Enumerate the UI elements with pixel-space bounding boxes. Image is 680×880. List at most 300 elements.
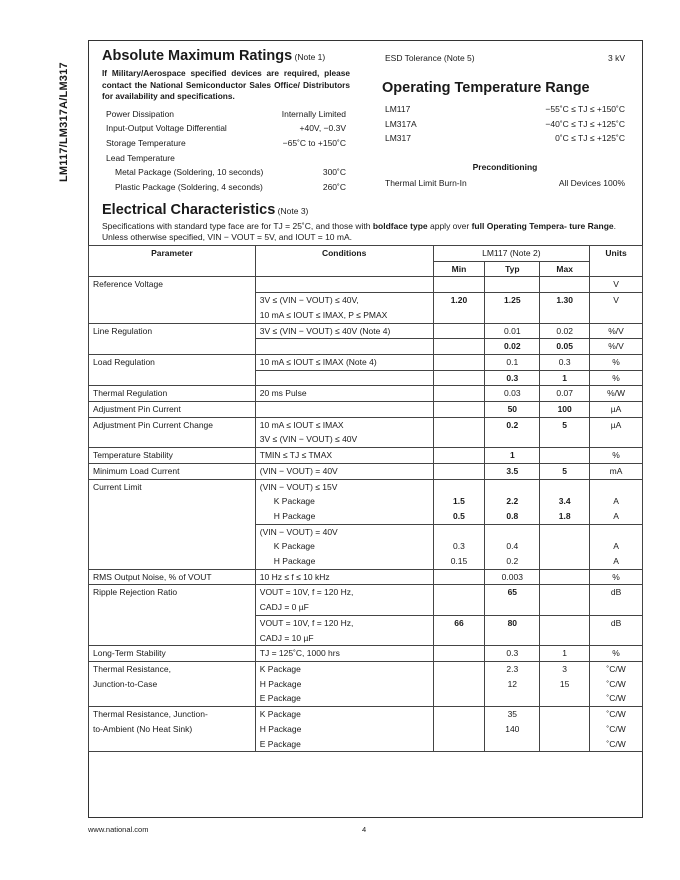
cell-typ-text: 3.5: [506, 465, 519, 476]
cell-typ: [485, 539, 540, 554]
table-row: [89, 707, 643, 722]
cell-min: [433, 524, 485, 539]
table-row: [89, 370, 643, 386]
cell-typ: [485, 417, 540, 432]
cell-conditions-text: 3V ≤ (VIN − VOUT) ≤ 40V (Note 4): [259, 325, 391, 336]
cell-conditions: [255, 432, 433, 447]
elec-heading: [102, 202, 308, 218]
elec-description: Specifications with standard type face are for TJ = 25˚C, and those with boldface type apply over full Operating Tempera- ture Range. Unless otherwise specified, VIN − VOUT = 5V, and IOUT = 10 mA.: [102, 221, 616, 242]
cell-max: [540, 308, 590, 323]
cell-parameter: [89, 524, 256, 539]
cell-typ: [485, 479, 540, 494]
cell-parameter: [89, 722, 256, 737]
filler-cell: [590, 782, 643, 797]
cell-conditions-text: 10 mA ≤ IOUT ≤ IMAX (Note 4): [259, 356, 377, 367]
footer-site: www.national.com: [88, 825, 149, 834]
cell-parameter: [89, 323, 256, 339]
table-row: [89, 339, 643, 355]
cell-conditions-text: K Package: [259, 709, 301, 720]
cell-parameter: [89, 463, 256, 479]
cell-parameter-text: Thermal Resistance, Junction-: [93, 709, 208, 720]
cell-units: [590, 554, 643, 569]
cell-typ-text: 0.8: [506, 510, 519, 521]
cell-units-text: %: [612, 372, 620, 383]
table-row: [89, 600, 643, 615]
cell-max: [540, 600, 590, 615]
cell-conditions: [255, 707, 433, 722]
filler-cell: [89, 782, 256, 797]
cell-conditions: [255, 463, 433, 479]
cell-units-text: V: [613, 279, 619, 290]
cell-typ: [485, 707, 540, 722]
op-temp-label: LM317A: [385, 119, 417, 129]
filler-cell: [485, 767, 540, 782]
cell-typ: [485, 631, 540, 646]
cell-units: [590, 677, 643, 692]
cell-conditions: [255, 600, 433, 615]
cell-min: [433, 339, 485, 355]
table-row: [89, 722, 643, 737]
op-temp-row: [385, 104, 625, 114]
table-filler-row: [89, 811, 643, 826]
filler-cell: [590, 767, 643, 782]
table-row: [89, 524, 643, 539]
cell-units: [590, 448, 643, 464]
cell-typ-text: 0.2: [506, 556, 519, 567]
cell-parameter: [89, 707, 256, 722]
abs-row: [115, 182, 346, 192]
cell-min: [433, 402, 485, 418]
cell-units-text: ˚C/W: [606, 723, 626, 734]
cell-conditions-text: (VIN − VOUT) = 40V: [259, 465, 338, 476]
cell-parameter: [89, 661, 256, 676]
cell-typ-text: 0.4: [506, 541, 519, 552]
cell-conditions: [255, 524, 433, 539]
cell-max-text: 0.3: [558, 356, 571, 367]
cell-typ-text: 0.02: [504, 341, 521, 352]
cell-max-text: 1: [562, 648, 568, 659]
cell-units: [590, 691, 643, 706]
esd-value: 3 kV: [607, 53, 625, 63]
table-row: [89, 277, 643, 293]
cell-conditions: [255, 631, 433, 646]
cell-conditions-text: K Package: [273, 541, 315, 552]
table-row: [89, 463, 643, 479]
cell-parameter-text: Reference Voltage: [93, 279, 163, 290]
cell-units: [590, 707, 643, 722]
abs-row-value: 260˚C: [322, 182, 346, 192]
cell-max-text: 1.30: [556, 295, 573, 306]
cell-parameter-text: Temperature Stability: [93, 450, 173, 461]
cell-units-text: dB: [610, 587, 622, 598]
op-temp-label: LM317: [385, 133, 411, 143]
cell-units: [590, 463, 643, 479]
cell-max: [540, 539, 590, 554]
cell-parameter-text: Line Regulation: [93, 325, 153, 336]
abs-row: [115, 167, 346, 177]
cell-max-text: 1.8: [558, 510, 571, 521]
cell-typ-text: 1.25: [504, 295, 521, 306]
cell-min: [433, 661, 485, 676]
cell-units: [590, 615, 643, 630]
abs-row-value: +40V, −0.3V: [299, 123, 346, 133]
filler-cell: [485, 752, 540, 767]
abs-max-notice: If Military/Aerospace specified devices are required, please contact the National Semiconductor Sales Office/ Distributors for availability and specifications.: [102, 68, 350, 101]
cell-typ: [485, 402, 540, 418]
cell-parameter-text: Adjustment Pin Current Change: [93, 419, 214, 430]
elec-note: (Note 3): [277, 206, 309, 216]
cell-units-text: ˚C/W: [606, 663, 626, 674]
cell-max-text: 0.02: [556, 325, 573, 336]
cell-min: [433, 646, 485, 662]
op-temp-row: [385, 119, 625, 129]
cell-typ: [485, 524, 540, 539]
abs-row-value: Internally Limited: [281, 109, 346, 119]
cell-units: [590, 524, 643, 539]
cell-conditions: [255, 277, 433, 293]
cell-typ: [485, 339, 540, 355]
table-row: [89, 308, 643, 323]
table-row: [89, 354, 643, 370]
header-typ: Typ: [485, 261, 540, 277]
cell-units: [590, 631, 643, 646]
filler-cell: [89, 767, 256, 782]
cell-min: [433, 494, 485, 509]
cell-max: [540, 509, 590, 524]
cell-parameter: [89, 402, 256, 418]
precond-title: Preconditioning: [472, 162, 538, 172]
op-temp-value: −40˚C ≤ TJ ≤ +125˚C: [545, 119, 625, 129]
filler-cell: [540, 782, 590, 797]
cell-units: [590, 402, 643, 418]
table-row: [89, 691, 643, 706]
cell-min-text: 1.5: [453, 496, 465, 507]
cell-parameter: [89, 615, 256, 630]
cell-parameter: [89, 509, 256, 524]
cell-parameter: [89, 494, 256, 509]
op-temp-value: −55˚C ≤ TJ ≤ +150˚C: [545, 104, 625, 114]
elec-title: Electrical Characteristics: [102, 202, 276, 218]
op-temp-title: Operating Temperature Range: [382, 80, 590, 96]
cell-min: [433, 509, 485, 524]
table-row: [89, 539, 643, 554]
cell-parameter: [89, 417, 256, 432]
cell-conditions: [255, 646, 433, 662]
cell-units-text: mA: [609, 465, 623, 476]
cell-parameter-text: RMS Output Noise, % of VOUT: [93, 571, 212, 582]
cell-max: [540, 293, 590, 308]
table-row: [89, 402, 643, 418]
cell-parameter: [89, 354, 256, 370]
cell-conditions-text: H Package: [259, 723, 302, 734]
cell-units: [590, 323, 643, 339]
cell-typ-text: 0.3: [506, 648, 519, 659]
cell-parameter-text: Thermal Regulation: [93, 388, 168, 399]
cell-min: [433, 722, 485, 737]
cell-conditions: [255, 339, 433, 355]
cell-units-text: ˚C/W: [606, 693, 626, 704]
table-row: [89, 631, 643, 646]
cell-min: [433, 631, 485, 646]
header-units: Units: [590, 246, 643, 277]
abs-row-label: Input-Output Voltage Differential: [106, 123, 227, 133]
cell-max: [540, 615, 590, 630]
cell-conditions: [255, 554, 433, 569]
table-row: [89, 479, 643, 494]
table-row: [89, 323, 643, 339]
cell-max: [540, 722, 590, 737]
cell-parameter-text: Current Limit: [93, 481, 142, 492]
table-row: [89, 417, 643, 432]
abs-row-label: Storage Temperature: [106, 138, 186, 148]
cell-parameter: [89, 370, 256, 386]
op-temp-row: [385, 133, 625, 143]
cell-conditions-text: 20 ms Pulse: [259, 388, 307, 399]
cell-conditions-text: VOUT = 10V, f = 120 Hz,: [259, 587, 354, 598]
cell-conditions-text: H Package: [259, 678, 302, 689]
cell-min: [433, 463, 485, 479]
cell-min: [433, 417, 485, 432]
cell-parameter: [89, 293, 256, 308]
cell-max-text: 0.07: [556, 388, 573, 399]
filler-cell: [590, 752, 643, 767]
cell-typ-text: 2.3: [506, 663, 519, 674]
filler-cell: [540, 796, 590, 811]
cell-max-text: 0.05: [556, 341, 573, 352]
abs-row: [106, 138, 346, 148]
cell-conditions: [255, 308, 433, 323]
filler-cell: [590, 796, 643, 811]
cell-max: [540, 737, 590, 752]
cell-typ-text: 50: [507, 404, 518, 415]
cell-max-text: 3: [562, 663, 568, 674]
cell-conditions: [255, 370, 433, 386]
abs-row: [106, 109, 346, 119]
cell-parameter-text: to-Ambient (No Heat Sink): [93, 723, 193, 734]
cell-units-text: µA: [610, 419, 622, 430]
cell-units-text: %: [612, 648, 620, 659]
cell-units-text: ˚C/W: [606, 709, 626, 720]
cell-min: [433, 448, 485, 464]
cell-conditions-text: VOUT = 10V, f = 120 Hz,: [259, 617, 354, 628]
esd-row: [385, 53, 625, 63]
cell-parameter: [89, 479, 256, 494]
filler-cell: [433, 767, 485, 782]
table-row: [89, 554, 643, 569]
footer-page: 4: [362, 825, 367, 834]
cell-units: [590, 293, 643, 308]
cell-min: [433, 293, 485, 308]
cell-units: [590, 386, 643, 402]
cell-parameter-text: Ripple Rejection Ratio: [93, 587, 178, 598]
cell-units: [590, 600, 643, 615]
cell-parameter-text: Thermal Resistance,: [93, 663, 171, 674]
cell-min: [433, 354, 485, 370]
cell-units-text: ˚C/W: [606, 678, 626, 689]
cell-typ: [485, 722, 540, 737]
cell-typ-text: 0.3: [506, 372, 519, 383]
cell-typ: [485, 569, 540, 585]
cell-min-text: 66: [454, 617, 464, 628]
cell-parameter: [89, 448, 256, 464]
cell-units: [590, 339, 643, 355]
filler-cell: [255, 796, 433, 811]
filler-cell: [89, 811, 256, 826]
cell-max-text: 15: [559, 678, 570, 689]
filler-cell: [485, 782, 540, 797]
table-row: [89, 448, 643, 464]
cell-max: [540, 691, 590, 706]
cell-conditions-text: 3V ≤ (VIN − VOUT) ≤ 40V: [259, 434, 358, 445]
cell-units: [590, 417, 643, 432]
cell-max: [540, 585, 590, 600]
cell-units: [590, 646, 643, 662]
cell-conditions-text: 10 mA ≤ IOUT ≤ IMAX, P ≤ PMAX: [259, 309, 388, 320]
cell-units: [590, 539, 643, 554]
filler-cell: [433, 752, 485, 767]
table-row: [89, 432, 643, 447]
cell-min: [433, 737, 485, 752]
cell-typ: [485, 370, 540, 386]
cell-min: [433, 539, 485, 554]
cell-typ: [485, 386, 540, 402]
cell-typ-text: 0.003: [501, 571, 523, 582]
table-row: [89, 677, 643, 692]
abs-max-title: Absolute Maximum Ratings: [102, 48, 293, 64]
filler-cell: [255, 811, 433, 826]
precond-value: All Devices 100%: [558, 178, 625, 188]
cell-conditions-text: (VIN − VOUT) = 40V: [259, 526, 338, 537]
cell-parameter-text: Minimum Load Current: [93, 465, 180, 476]
cell-units-text: %/V: [608, 325, 624, 336]
table-row: [89, 569, 643, 585]
cell-units: [590, 569, 643, 585]
cell-units: [590, 308, 643, 323]
cell-units: [590, 661, 643, 676]
cell-conditions-text: CADJ = 10 µF: [259, 632, 314, 643]
filler-cell: [89, 796, 256, 811]
cell-conditions: [255, 417, 433, 432]
cell-typ: [485, 509, 540, 524]
cell-parameter-text: Long-Term Stability: [93, 648, 166, 659]
cell-units-text: %/V: [608, 341, 624, 352]
table-filler-row: [89, 796, 643, 811]
cell-typ-text: 0.03: [504, 388, 521, 399]
cell-conditions-text: E Package: [259, 693, 301, 704]
cell-typ: [485, 432, 540, 447]
abs-max-heading: [102, 48, 325, 64]
abs-row-value: 300˚C: [322, 167, 346, 177]
cell-parameter: [89, 308, 256, 323]
cell-conditions: [255, 323, 433, 339]
cell-conditions: [255, 479, 433, 494]
cell-parameter: [89, 646, 256, 662]
cell-conditions: [255, 494, 433, 509]
cell-units: [590, 585, 643, 600]
cell-typ-text: 12: [507, 678, 518, 689]
cell-min: [433, 370, 485, 386]
cell-conditions: [255, 585, 433, 600]
cell-conditions: [255, 386, 433, 402]
table-row: [89, 494, 643, 509]
cell-units-text: A: [613, 496, 619, 507]
cell-units-text: %: [612, 356, 620, 367]
filler-cell: [89, 752, 256, 767]
cell-typ-text: 65: [507, 587, 518, 598]
cell-min: [433, 277, 485, 293]
cell-max: [540, 479, 590, 494]
cell-typ: [485, 737, 540, 752]
abs-row-label: Plastic Package (Soldering, 4 seconds): [115, 182, 263, 192]
cell-typ: [485, 463, 540, 479]
cell-typ-text: 2.2: [506, 496, 519, 507]
cell-units-text: A: [613, 556, 619, 567]
cell-max: [540, 277, 590, 293]
cell-units-text: %: [612, 571, 620, 582]
table-filler-row: [89, 782, 643, 797]
table-row: [89, 386, 643, 402]
op-temp-value: 0˚C ≤ TJ ≤ +125˚C: [555, 133, 625, 143]
filler-cell: [590, 811, 643, 826]
cell-conditions-text: TJ = 125˚C, 1000 hrs: [259, 648, 340, 659]
cell-max: [540, 554, 590, 569]
cell-typ: [485, 277, 540, 293]
cell-conditions: [255, 615, 433, 630]
cell-typ-text: 0.01: [504, 325, 521, 336]
cell-typ: [485, 691, 540, 706]
cell-max: [540, 339, 590, 355]
cell-min: [433, 615, 485, 630]
filler-cell: [433, 796, 485, 811]
cell-units-text: dB: [610, 617, 622, 628]
cell-units-text: A: [613, 541, 619, 552]
cell-min: [433, 554, 485, 569]
abs-row-label: Metal Package (Soldering, 10 seconds): [115, 167, 264, 177]
cell-units-text: V: [613, 295, 619, 306]
table-row: [89, 615, 643, 630]
header-group: LM117 (Note 2): [433, 246, 590, 262]
cell-conditions: [255, 293, 433, 308]
filler-cell: [540, 752, 590, 767]
table-row: [89, 646, 643, 662]
cell-parameter: [89, 432, 256, 447]
abs-row-label: Power Dissipation: [106, 109, 175, 119]
esd-label: ESD Tolerance (Note 5): [385, 53, 475, 63]
table-row: [89, 509, 643, 524]
cell-typ-text: 35: [507, 709, 518, 720]
cell-typ: [485, 354, 540, 370]
cell-parameter: [89, 339, 256, 355]
cell-typ: [485, 554, 540, 569]
cell-conditions-text: TMIN ≤ TJ ≤ TMAX: [259, 450, 333, 461]
elec-table-body: [89, 277, 643, 826]
cell-conditions-text: 3V ≤ (VIN − VOUT) ≤ 40V,: [259, 295, 359, 306]
cell-typ: [485, 600, 540, 615]
cell-conditions-text: K Package: [259, 663, 301, 674]
filler-cell: [255, 782, 433, 797]
cell-max-text: 5: [562, 465, 568, 476]
cell-typ: [485, 323, 540, 339]
cell-max: [540, 386, 590, 402]
header-min: Min: [433, 261, 485, 277]
cell-conditions: [255, 691, 433, 706]
cell-typ-text: 80: [507, 617, 518, 628]
cell-units: [590, 370, 643, 386]
elec-table: [88, 245, 643, 826]
cell-typ: [485, 448, 540, 464]
cell-typ: [485, 677, 540, 692]
cell-typ: [485, 646, 540, 662]
